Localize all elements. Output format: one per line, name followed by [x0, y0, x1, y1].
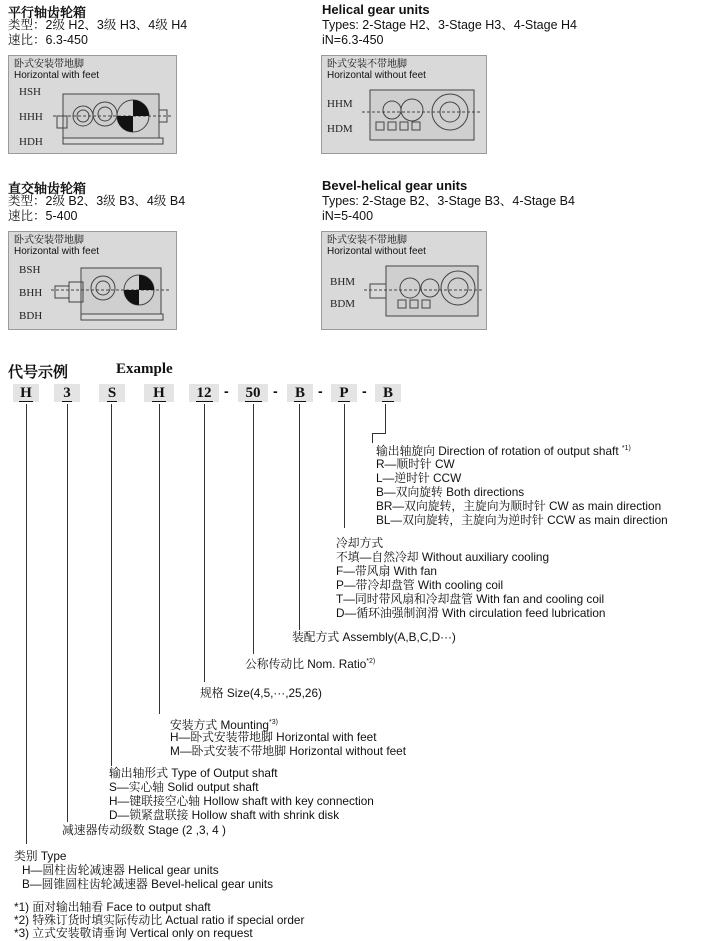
- example-title-cn: 代号示例: [8, 365, 69, 381]
- footnote: *2) 特殊订货时填实际传动比 Actual ratio if special order: [14, 913, 305, 927]
- code-size: 12: [189, 384, 219, 402]
- gearbox-drawing-icon: [51, 254, 171, 328]
- cooling-title: 冷却方式: [336, 536, 384, 550]
- stage-label: 减速器传动级数 Stage (2 ,3, 4 ): [62, 823, 226, 837]
- helical-en-title: Helical gear units: [322, 2, 430, 17]
- size-label: 规格 Size(4,5,···,25,26): [200, 686, 322, 700]
- shaft-title: 输出轴形式 Type of Output shaft: [109, 766, 278, 780]
- connector-line: [372, 433, 373, 443]
- cooling-item: T—同时带风扇和冷却盘管 With fan and cooling coil: [336, 592, 605, 606]
- ratio-label: 公称传动比 Nom. Ratio$^{*2)}$: [245, 656, 376, 671]
- code-rotation: B: [375, 384, 401, 402]
- panel-label: BSH: [19, 264, 41, 276]
- panel-label: HDH: [19, 136, 43, 148]
- panel-bevel-without-feet: [321, 231, 487, 330]
- connector-line: [111, 404, 112, 766]
- cooling-item: 不填—自然冷却 Without auxiliary cooling: [336, 550, 550, 564]
- cooling-item: D—循环油强制润滑 With circulation feed lubrication: [336, 606, 606, 620]
- panel-label: HSH: [19, 86, 42, 98]
- gearbox-drawing-icon: [364, 256, 484, 328]
- connector-line: [67, 404, 68, 822]
- panel-caption-en: Horizontal without feet: [327, 70, 426, 81]
- connector-line: [26, 404, 27, 844]
- connector-line: [385, 404, 386, 434]
- code-mounting: H: [144, 384, 174, 402]
- shaft-item: S—实心轴 Solid output shaft: [109, 780, 259, 794]
- connector-line: [204, 404, 205, 682]
- cooling-item: F—带风扇 With fan: [336, 564, 437, 578]
- bevel-cn-title: 直交轴齿轮箱: [8, 181, 87, 196]
- panel-caption-cn: 卧式安装带地脚: [14, 59, 84, 70]
- footnote: *1) 面对输出轴看 Face to output shaft: [14, 900, 211, 914]
- panel-label: BHH: [19, 287, 43, 299]
- helical-en-types: Types: 2-Stage H2、3-Stage H3、4-Stage H4: [322, 18, 577, 32]
- mounting-item: H—卧式安装带地脚 Horizontal with feet: [170, 730, 377, 744]
- rotation-item: B—双向旋转 Both directions: [376, 485, 525, 499]
- example-title-en: Example: [116, 361, 173, 377]
- connector-line: [372, 433, 386, 434]
- panel-caption-cn: 卧式安装带地脚: [14, 235, 84, 246]
- panel-caption-en: Horizontal with feet: [14, 246, 100, 257]
- bevel-en-title: Bevel-helical gear units: [322, 178, 468, 193]
- helical-cn-title: 平行轴齿轮箱: [8, 5, 87, 20]
- code-ratio: 50: [238, 384, 268, 402]
- code-separator: -: [224, 383, 229, 399]
- footnote: *3) 立式安装敬请垂询 Vertical only on request: [14, 926, 253, 940]
- code-separator: -: [362, 383, 367, 399]
- rotation-title: 输出轴旋向 Direction of rotation of output shaft $^{*1)}$: [376, 443, 631, 458]
- connector-line: [253, 404, 254, 654]
- code-cooling: P: [331, 384, 357, 402]
- panel-label: BHM: [330, 276, 356, 288]
- connector-line: [159, 404, 160, 714]
- rotation-item: R—顺时针 CW: [376, 457, 455, 471]
- type-item: H—圆柱齿轮减速器 Helical gear units: [22, 863, 219, 877]
- mounting-title: 安装方式 Mounting$^{*3)}$: [170, 717, 278, 732]
- type-title: 类别 Type: [14, 849, 67, 863]
- bevel-cn-types: 类型：2级 B2、3级 B3、4级 B4: [8, 194, 186, 208]
- mounting-item: M—卧式安装不带地脚 Horizontal without feet: [170, 744, 406, 758]
- code-type: H: [13, 384, 39, 402]
- helical-cn-ratio: 速比：6.3-450: [8, 33, 88, 47]
- cooling-item: P—带冷却盘管 With cooling coil: [336, 578, 504, 592]
- bevel-en-ratio: iN=5-400: [322, 209, 374, 223]
- panel-helical-without-feet: [321, 55, 487, 154]
- bevel-en-types: Types: 2-Stage B2、3-Stage B3、4-Stage B4: [322, 194, 575, 208]
- code-assembly: B: [287, 384, 313, 402]
- code-separator: -: [318, 383, 323, 399]
- assembly-label: 装配方式 Assembly(A,B,C,D···): [292, 630, 456, 644]
- bevel-cn-ratio: 速比：5-400: [8, 209, 78, 223]
- rotation-item: L—逆时针 CCW: [376, 471, 462, 485]
- panel-label: BDM: [330, 298, 356, 310]
- gearbox-drawing-icon: [362, 80, 482, 152]
- shaft-item: D—锁紧盘联接 Hollow shaft with shrink disk: [109, 808, 340, 822]
- gearbox-drawing-icon: [53, 80, 173, 152]
- code-stage: 3: [54, 384, 80, 402]
- panel-label: HHM: [327, 98, 353, 110]
- rotation-item: BL—双向旋转，主旋向为逆时针 CCW as main direction: [376, 513, 668, 527]
- panel-caption-en: Horizontal without feet: [327, 246, 426, 257]
- helical-cn-types: 类型：2级 H2、3级 H3、4级 H4: [8, 18, 188, 32]
- panel-label: HDM: [327, 123, 353, 135]
- rotation-item: BR—双向旋转，主旋向为顺时针 CW as main direction: [376, 499, 662, 513]
- panel-caption-cn: 卧式安装不带地脚: [327, 235, 407, 246]
- panel-label: HHH: [19, 111, 43, 123]
- code-separator: -: [273, 383, 278, 399]
- type-item: B—圆锥圆柱齿轮减速器 Bevel-helical gear units: [22, 877, 274, 891]
- connector-line: [299, 404, 300, 630]
- panel-helical-with-feet: [8, 55, 177, 154]
- panel-label: BDH: [19, 310, 43, 322]
- helical-en-ratio: iN=6.3-450: [322, 33, 384, 47]
- panel-caption-en: Horizontal with feet: [14, 70, 100, 81]
- code-output-shaft: S: [99, 384, 125, 402]
- panel-bevel-with-feet: [8, 231, 177, 330]
- shaft-item: H—键联接空心轴 Hollow shaft with key connection: [109, 794, 374, 808]
- panel-caption-cn: 卧式安装不带地脚: [327, 59, 407, 70]
- connector-line: [344, 404, 345, 528]
